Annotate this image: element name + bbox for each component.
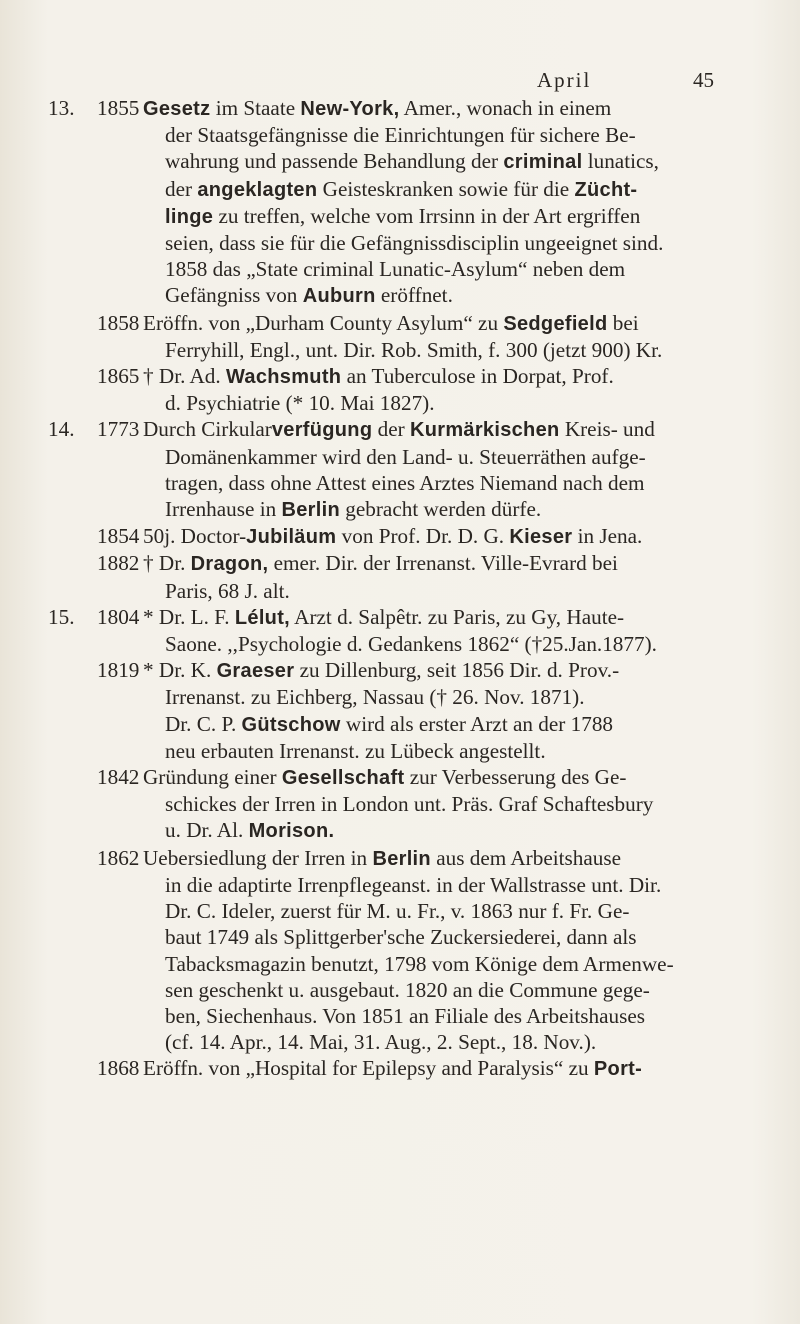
entry-text — [143, 764, 770, 845]
emphasized-term: Dragon, — [190, 553, 269, 576]
text-line: ben, Siechenhaus. Von 1851 an Filiale des Arbeitshauses — [165, 1003, 645, 1028]
text-line: Tabacksmagazin benutzt, 1798 vom Könige dem Armenwe- — [165, 951, 674, 976]
text-line: Ferryhill, Engl., unt. Dir. Rob. Smith, f. 300 (jetzt 900) Kr. — [165, 337, 663, 362]
chronicle-entry — [0, 604, 800, 657]
text-line: Uebersiedlung der Irren in Berlin aus dem Arbeitshause — [143, 845, 621, 870]
text-line: Gefängniss von Auburn eröffnet. — [165, 283, 453, 308]
chronicle-entry — [0, 363, 800, 416]
day-number: 14. — [48, 417, 75, 442]
entry-year: 1882 — [97, 551, 140, 576]
text-line: 50j. Doctor-Jubiläum von Prof. Dr. D. G. Kieser in Jena. — [143, 524, 643, 549]
text-line: Irrenanst. zu Eichberg, Nassau († 26. Nov. 1871). — [165, 685, 585, 710]
emphasized-term: angeklagten — [197, 178, 318, 201]
chronicle-entry — [0, 550, 800, 603]
emphasized-term: Zücht- — [574, 178, 638, 201]
entry-text — [143, 416, 770, 523]
text-line: der angeklagten Geisteskranken sowie für die Zücht- — [165, 176, 638, 201]
running-header — [0, 68, 800, 98]
text-line: linge zu treffen, welche vom Irrsinn in der Art ergriffen — [165, 203, 641, 228]
entry-year: 1858 — [97, 310, 140, 335]
text-line: * Dr. K. Graeser zu Dillenburg, seit 1856 Dir. d. Prov.- — [143, 658, 620, 683]
text-line: Durch Cirkularverfügung der Kurmärkischen Kreis- und — [143, 417, 655, 442]
text-line: sen geschenkt u. ausgebaut. 1820 an die Commune gege- — [165, 977, 650, 1002]
emphasized-term: criminal — [503, 151, 583, 174]
entry-year: 1819 — [97, 658, 140, 683]
emphasized-term: Kieser — [509, 526, 573, 549]
text-line: 1858 das „State criminal Lunatic-Asylum“ neben dem — [165, 257, 626, 282]
chronicle-entry — [0, 523, 800, 550]
entry-text — [143, 604, 770, 657]
text-line: Domänenkammer wird den Land- u. Steuerräthen aufge- — [165, 444, 646, 469]
text-line: * Dr. L. F. Lélut, Arzt d. Salpêtr. zu Paris, zu Gy, Haute- — [143, 604, 625, 629]
text-line: Eröffn. von „Durham County Asylum“ zu Sedgefield bei — [143, 310, 639, 335]
emphasized-term: Jubiläum — [246, 526, 337, 549]
text-line: Gründung einer Gesellschaft zur Verbesserung des Ge- — [143, 765, 627, 790]
emphasized-term: Morison. — [248, 820, 335, 843]
text-line: seien, dass sie für die Gefängnissdisciplin ungeeignet sind. — [165, 231, 664, 256]
entry-text — [143, 310, 770, 363]
entry-text — [143, 1055, 770, 1082]
running-head-month: April — [537, 68, 592, 92]
emphasized-term: Lélut, — [234, 606, 291, 629]
text-line: Dr. C. P. Gütschow wird als erster Arzt an der 1788 — [165, 711, 614, 736]
text-line: (cf. 14. Apr., 14. Mai, 31. Aug., 2. Sept., 18. Nov.). — [165, 1030, 597, 1055]
entry-year: 1804 — [97, 604, 140, 629]
entry-text — [143, 523, 770, 550]
text-line: in die adaptirte Irrenpflegeanst. in der Wallstrasse unt. Dir. — [165, 872, 662, 897]
text-line: † Dr. Dragon, emer. Dir. der Irrenanst. Ville-Evrard bei — [143, 551, 618, 576]
text-line: tragen, dass ohne Attest eines Arztes Niemand nach dem — [165, 470, 645, 495]
text-line: d. Psychiatrie (* 10. Mai 1827). — [165, 391, 435, 416]
text-line: wahrung und passende Behandlung der criminal lunatics, — [165, 149, 659, 174]
entry-year: 1855 — [97, 96, 140, 120]
chronicle-entry — [0, 845, 800, 1056]
chronicle-entry — [0, 310, 800, 363]
entry-text — [143, 363, 770, 416]
chronicle-entry — [0, 95, 800, 310]
emphasized-term: Gütschow — [241, 713, 341, 736]
emphasized-term: Kurmärkischen — [410, 419, 560, 442]
text-line: neu erbauten Irrenanst. zu Lübeck angestellt. — [165, 738, 546, 763]
emphasized-term: Auburn — [302, 285, 376, 308]
chronicle-entry — [0, 657, 800, 764]
entry-text — [143, 657, 770, 764]
emphasized-term: New-York, — [300, 98, 400, 120]
text-line: † Dr. Ad. Wachsmuth an Tuberculose in Dorpat, Prof. — [143, 364, 614, 389]
emphasized-term: Port- — [593, 1058, 643, 1081]
emphasized-term: Gesellschaft — [281, 767, 405, 790]
emphasized-term: Sedgefield — [503, 312, 608, 335]
emphasized-term: Berlin — [281, 499, 340, 522]
text-line: Eröffn. von „Hospital for Epilepsy and Paralysis“ zu Port- — [143, 1056, 643, 1081]
text-line: Gesetz im Staate New-York, Amer., wonach in einem — [143, 96, 612, 120]
emphasized-term: Wachsmuth — [226, 366, 342, 389]
text-line: u. Dr. Al. Morison. — [165, 818, 335, 843]
entry-text — [143, 845, 770, 1056]
entry-year: 1854 — [97, 524, 140, 549]
emphasized-term: Berlin — [372, 847, 431, 870]
chronicle-entry — [0, 416, 800, 523]
day-number: 15. — [48, 604, 75, 629]
emphasized-term: Gesetz — [143, 98, 211, 120]
emphasized-term: linge — [165, 205, 214, 228]
text-line: der Staatsgefängnisse die Einrichtungen für sichere Be- — [165, 123, 636, 148]
entry-year: 1842 — [97, 765, 140, 790]
entry-year: 1865 — [97, 364, 140, 389]
entry-text — [143, 550, 770, 603]
emphasized-term: verfügung — [271, 419, 373, 442]
text-line: schickes der Irren in London unt. Präs. Graf Schaftesbury — [165, 792, 654, 817]
entry-year: 1862 — [97, 845, 140, 870]
text-line: Paris, 68 J. alt. — [165, 578, 290, 603]
entry-year: 1773 — [97, 417, 140, 442]
chronicle-entry — [0, 764, 800, 845]
entry-year: 1868 — [97, 1056, 140, 1081]
chronicle-entries — [0, 95, 800, 1083]
day-number: 13. — [48, 96, 75, 120]
chronicle-entry — [0, 1055, 800, 1082]
text-line: Irrenhause in Berlin gebracht werden dürfe. — [165, 497, 542, 522]
text-line: Saone. ,,Psychologie d. Gedankens 1862“ (†25.Jan.1877). — [165, 632, 657, 657]
text-line: Dr. C. Ideler, zuerst für M. u. Fr., v. 1863 nur f. Fr. Ge- — [165, 899, 630, 924]
page-number: 45 — [693, 68, 714, 92]
text-line: baut 1749 als Splittgerber'sche Zuckersiederei, dann als — [165, 925, 637, 950]
emphasized-term: Graeser — [216, 660, 295, 683]
entry-text — [143, 95, 770, 310]
